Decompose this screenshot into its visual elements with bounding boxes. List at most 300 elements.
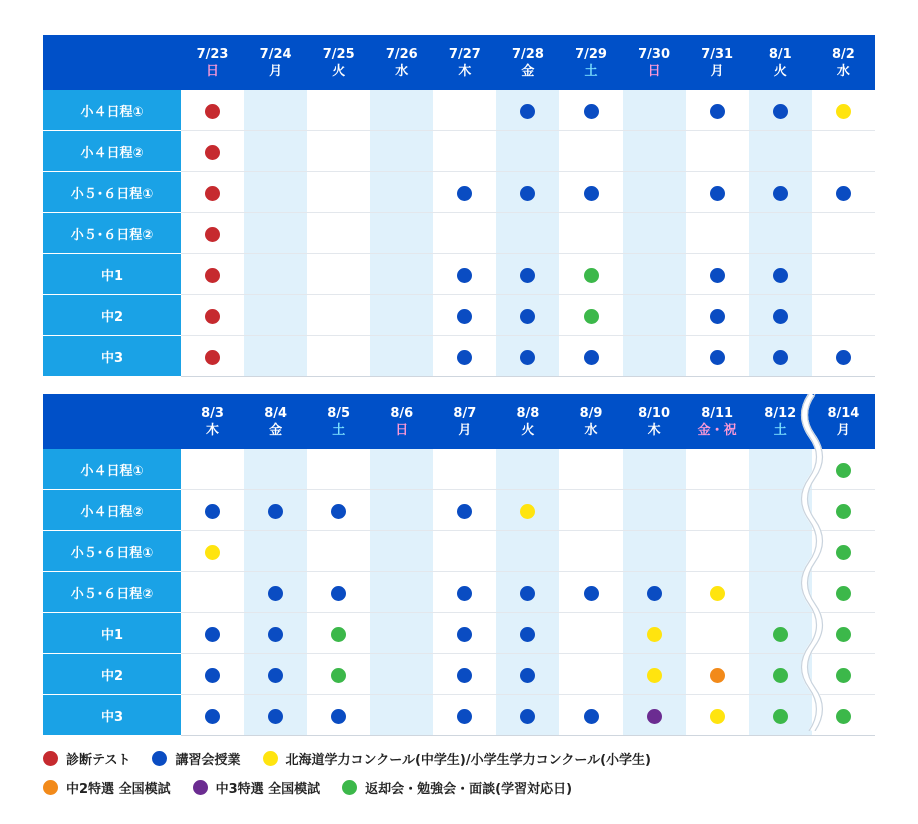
course-label: 中3 xyxy=(43,336,181,377)
blue-dot-marker xyxy=(836,350,851,365)
blue-dot-marker xyxy=(205,627,220,642)
schedule-cell xyxy=(686,531,749,572)
blue-dot-marker xyxy=(710,309,725,324)
schedule-cell xyxy=(181,654,244,695)
schedule-rows xyxy=(43,449,875,736)
course-label: 小４日程① xyxy=(43,449,181,490)
schedule-cell xyxy=(749,654,812,695)
schedule-cell xyxy=(749,336,812,377)
legend-label: 北海道学力コンクール(中学生)/小学生学力コンクール(小学生) xyxy=(285,753,651,768)
date-label: 7/26 xyxy=(385,46,418,62)
schedule-cell xyxy=(623,654,686,695)
table-row xyxy=(43,254,875,295)
schedule-cell xyxy=(623,695,686,736)
schedule-cell xyxy=(623,295,686,336)
schedule-cell xyxy=(244,695,307,736)
red-dot-marker xyxy=(205,227,220,242)
schedule-cell xyxy=(559,490,622,531)
date-header-cell xyxy=(559,394,622,449)
green-dot-marker xyxy=(331,627,346,642)
schedule-cell xyxy=(812,213,875,254)
blue-dot-marker xyxy=(520,350,535,365)
blue-dot-marker xyxy=(520,668,535,683)
schedule-cell xyxy=(623,572,686,613)
schedule-cell xyxy=(370,531,433,572)
blue-dot-marker xyxy=(584,709,599,724)
schedule-cell xyxy=(181,172,244,213)
schedule-cell xyxy=(623,254,686,295)
green-dot-marker xyxy=(584,268,599,283)
table-row xyxy=(43,613,875,654)
schedule-cell xyxy=(749,131,812,172)
schedule-cell xyxy=(181,336,244,377)
schedule-cell xyxy=(559,654,622,695)
legend-label: 講習会授業 xyxy=(175,753,241,768)
date-label: 8/3 xyxy=(201,405,224,421)
schedule-cell xyxy=(433,490,496,531)
blue-dot-marker xyxy=(584,586,599,601)
yellow-dot-marker xyxy=(205,545,220,560)
weekday-label: 月 xyxy=(269,63,283,79)
date-header-cell xyxy=(307,35,370,90)
legend-label: 診断テスト xyxy=(66,753,131,768)
schedule-cell xyxy=(307,695,370,736)
schedule-cell xyxy=(559,254,622,295)
blue-dot-marker xyxy=(773,309,788,324)
date-header-cell xyxy=(181,35,244,90)
schedule-cell xyxy=(244,531,307,572)
schedule-cell xyxy=(244,654,307,695)
schedule-cell xyxy=(686,572,749,613)
schedule-cell xyxy=(181,572,244,613)
schedule-cell xyxy=(812,695,875,736)
schedule-cell xyxy=(812,295,875,336)
red-dot-marker xyxy=(205,104,220,119)
schedule-cell xyxy=(812,131,875,172)
legend-item xyxy=(43,749,130,768)
schedule-cell xyxy=(623,131,686,172)
schedule-cell xyxy=(749,172,812,213)
blue-dot-marker xyxy=(520,627,535,642)
schedule-cell xyxy=(496,531,559,572)
red-dot-marker xyxy=(205,145,220,160)
schedule-cell xyxy=(812,654,875,695)
green-dot-icon xyxy=(342,780,357,795)
date-label: 7/29 xyxy=(575,46,607,62)
schedule-cell xyxy=(623,213,686,254)
schedule-cell xyxy=(433,531,496,572)
schedule-cell xyxy=(433,613,496,654)
schedule-cell xyxy=(433,213,496,254)
weekday-label: 月 xyxy=(836,422,850,438)
schedule-cell xyxy=(496,90,559,131)
schedule-cell xyxy=(623,490,686,531)
legend-item xyxy=(342,778,572,797)
date-header-cell xyxy=(496,35,559,90)
blue-dot-marker xyxy=(520,268,535,283)
schedule-cell xyxy=(181,90,244,131)
red-dot-marker xyxy=(205,186,220,201)
schedule-cell xyxy=(244,295,307,336)
schedule-cell xyxy=(812,531,875,572)
schedule-cell xyxy=(307,131,370,172)
blue-dot-marker xyxy=(268,586,283,601)
schedule-cell xyxy=(749,531,812,572)
schedule-cell xyxy=(749,572,812,613)
schedule-cell xyxy=(623,449,686,490)
blue-dot-icon xyxy=(152,751,167,766)
course-label: 小４日程① xyxy=(43,90,181,131)
schedule-cell xyxy=(433,172,496,213)
schedule-cell xyxy=(181,295,244,336)
schedule-cell xyxy=(433,295,496,336)
schedule-cell xyxy=(496,654,559,695)
course-label: 中3 xyxy=(43,695,181,736)
weekday-label: 火 xyxy=(773,63,787,79)
schedule-cell xyxy=(307,213,370,254)
blue-dot-marker xyxy=(520,186,535,201)
blue-dot-marker xyxy=(584,350,599,365)
schedule-cell xyxy=(812,336,875,377)
yellow-dot-marker xyxy=(520,504,535,519)
weekday-label: 月 xyxy=(458,422,472,438)
blue-dot-marker xyxy=(520,709,535,724)
blue-dot-marker xyxy=(457,309,472,324)
schedule-cell xyxy=(244,336,307,377)
course-label: 中1 xyxy=(43,613,181,654)
schedule-cell xyxy=(433,254,496,295)
table-row xyxy=(43,490,875,531)
legend-label: 中3特選 全国模試 xyxy=(215,782,321,797)
schedule-cell xyxy=(496,254,559,295)
weekday-label: 木 xyxy=(206,422,220,438)
legend-item xyxy=(263,749,651,768)
date-header-cell xyxy=(812,35,875,90)
date-label: 8/2 xyxy=(831,46,855,62)
blue-dot-marker xyxy=(710,268,725,283)
schedule-cell xyxy=(370,254,433,295)
schedule-cell xyxy=(559,213,622,254)
weekday-label: 日 xyxy=(395,422,409,438)
schedule-cell xyxy=(496,572,559,613)
date-header-cell xyxy=(749,35,812,90)
schedule-cell xyxy=(370,654,433,695)
schedule-cell xyxy=(244,172,307,213)
date-label: 8/14 xyxy=(827,405,860,421)
legend-label: 中2特選 全国模試 xyxy=(66,782,171,797)
table-row xyxy=(43,295,875,336)
legend-item xyxy=(43,778,171,797)
date-label: 8/10 xyxy=(638,405,671,421)
blue-dot-marker xyxy=(268,504,283,519)
schedule-cell xyxy=(686,90,749,131)
date-header-cell xyxy=(559,35,622,90)
weekday-label: 水 xyxy=(395,63,409,79)
table-row xyxy=(43,131,875,172)
orange-dot-marker xyxy=(710,668,725,683)
date-header-cell xyxy=(623,394,686,449)
schedule-cell xyxy=(433,654,496,695)
blue-dot-marker xyxy=(773,268,788,283)
green-dot-marker xyxy=(331,668,346,683)
weekday-label: 土 xyxy=(332,422,346,438)
schedule-cell xyxy=(812,613,875,654)
schedule-cell xyxy=(244,449,307,490)
schedule-cell xyxy=(370,172,433,213)
orange-dot-icon xyxy=(43,780,58,795)
schedule-cell xyxy=(749,90,812,131)
blue-dot-marker xyxy=(457,627,472,642)
schedule-cell xyxy=(559,336,622,377)
schedule-cell xyxy=(686,336,749,377)
schedule-cell xyxy=(749,613,812,654)
schedule-cell xyxy=(812,254,875,295)
date-label: 8/9 xyxy=(579,405,603,421)
schedule-cell xyxy=(244,254,307,295)
date-header-cell xyxy=(496,394,559,449)
schedule-cell xyxy=(749,254,812,295)
legend-row-2 xyxy=(43,778,594,797)
schedule-cell xyxy=(244,213,307,254)
schedule-cell xyxy=(749,295,812,336)
course-label: 小５･６日程② xyxy=(43,213,181,254)
schedule-cell xyxy=(307,613,370,654)
blue-dot-marker xyxy=(268,627,283,642)
course-label: 中2 xyxy=(43,654,181,695)
blue-dot-marker xyxy=(331,586,346,601)
schedule-table-july xyxy=(43,35,875,377)
schedule-cell xyxy=(686,613,749,654)
weekday-label: 土 xyxy=(773,422,787,438)
schedule-cell xyxy=(307,572,370,613)
date-label: 8/5 xyxy=(327,405,351,421)
schedule-cell xyxy=(686,254,749,295)
schedule-cell xyxy=(749,490,812,531)
table-row xyxy=(43,172,875,213)
schedule-cell xyxy=(370,295,433,336)
table-row xyxy=(43,449,875,490)
date-label: 7/31 xyxy=(701,46,734,62)
schedule-cell xyxy=(307,449,370,490)
table-row xyxy=(43,572,875,613)
schedule-cell xyxy=(370,336,433,377)
schedule-cell xyxy=(496,336,559,377)
schedule-cell xyxy=(559,90,622,131)
schedule-cell xyxy=(370,90,433,131)
schedule-cell xyxy=(496,490,559,531)
schedule-cell xyxy=(812,572,875,613)
blue-dot-marker xyxy=(773,350,788,365)
schedule-cell xyxy=(433,90,496,131)
date-label: 7/23 xyxy=(196,46,229,62)
schedule-cell xyxy=(496,695,559,736)
date-label: 8/11 xyxy=(701,405,734,421)
schedule-cell xyxy=(181,490,244,531)
schedule-cell xyxy=(623,172,686,213)
schedule-cell xyxy=(181,254,244,295)
course-label: 小５･６日程① xyxy=(43,172,181,213)
schedule-cell xyxy=(370,613,433,654)
weekday-label: 日 xyxy=(647,63,661,79)
date-label: 8/1 xyxy=(768,46,792,62)
schedule-cell xyxy=(244,131,307,172)
blue-dot-marker xyxy=(520,309,535,324)
red-dot-marker xyxy=(205,268,220,283)
schedule-cell xyxy=(181,213,244,254)
date-label: 7/27 xyxy=(448,46,481,62)
weekday-label: 水 xyxy=(584,422,598,438)
schedule-cell xyxy=(307,172,370,213)
schedule-cell xyxy=(370,695,433,736)
green-dot-marker xyxy=(773,627,788,642)
blue-dot-marker xyxy=(710,350,725,365)
table-row xyxy=(43,695,875,736)
schedule-cell xyxy=(433,695,496,736)
blue-dot-marker xyxy=(205,709,220,724)
legend-item xyxy=(152,749,240,768)
green-dot-marker xyxy=(773,709,788,724)
yellow-dot-marker xyxy=(647,668,662,683)
schedule-cell xyxy=(749,449,812,490)
schedule-cell xyxy=(559,449,622,490)
weekday-label: 金 xyxy=(521,63,535,79)
schedule-cell xyxy=(370,213,433,254)
schedule-cell xyxy=(496,295,559,336)
date-header-cell xyxy=(623,35,686,90)
schedule-cell xyxy=(623,90,686,131)
blue-dot-marker xyxy=(205,668,220,683)
date-label: 7/28 xyxy=(511,46,544,62)
schedule-cell xyxy=(307,654,370,695)
date-label: 8/8 xyxy=(516,405,540,421)
purple-dot-marker xyxy=(647,709,662,724)
schedule-cell xyxy=(433,572,496,613)
course-label: 中2 xyxy=(43,295,181,336)
blue-dot-marker xyxy=(331,504,346,519)
date-header-cell xyxy=(812,394,875,449)
date-header-cell xyxy=(244,35,307,90)
schedule-cell xyxy=(559,695,622,736)
weekday-label: 木 xyxy=(458,63,472,79)
green-dot-marker xyxy=(836,504,851,519)
schedule-cell xyxy=(749,695,812,736)
schedule-cell xyxy=(559,531,622,572)
schedule-cell xyxy=(749,213,812,254)
schedule-cell xyxy=(244,490,307,531)
weekday-label: 火 xyxy=(332,63,346,79)
course-label: 中1 xyxy=(43,254,181,295)
schedule-cell xyxy=(686,490,749,531)
yellow-dot-marker xyxy=(647,627,662,642)
schedule-cell xyxy=(244,613,307,654)
schedule-cell xyxy=(433,336,496,377)
blue-dot-marker xyxy=(205,504,220,519)
green-dot-marker xyxy=(836,586,851,601)
schedule-cell xyxy=(686,295,749,336)
schedule-cell xyxy=(686,449,749,490)
red-dot-marker xyxy=(205,309,220,324)
date-header-cell xyxy=(749,394,812,449)
schedule-cell xyxy=(370,490,433,531)
table-row xyxy=(43,90,875,131)
date-header-cell xyxy=(686,394,749,449)
weekday-label: 木 xyxy=(647,422,661,438)
blue-dot-marker xyxy=(647,586,662,601)
schedule-cell xyxy=(433,449,496,490)
blue-dot-marker xyxy=(520,586,535,601)
schedule-cell xyxy=(559,572,622,613)
red-dot-icon xyxy=(43,751,58,766)
date-header-cell xyxy=(370,394,433,449)
schedule-cell xyxy=(496,131,559,172)
date-label: 8/6 xyxy=(390,405,414,421)
green-dot-marker xyxy=(836,627,851,642)
header-corner xyxy=(43,394,181,449)
blue-dot-marker xyxy=(331,709,346,724)
weekday-label: 土 xyxy=(584,63,598,79)
schedule-cell xyxy=(496,613,559,654)
weekday-label: 日 xyxy=(206,63,220,79)
schedule-cell xyxy=(307,295,370,336)
schedule-cell xyxy=(181,613,244,654)
schedule-cell xyxy=(181,449,244,490)
date-label: 8/12 xyxy=(764,405,797,421)
table-row xyxy=(43,654,875,695)
green-dot-marker xyxy=(836,668,851,683)
weekday-label: 水 xyxy=(836,63,850,79)
weekday-label: 金 xyxy=(269,422,283,438)
schedule-cell xyxy=(181,695,244,736)
schedule-cell xyxy=(686,695,749,736)
green-dot-marker xyxy=(773,668,788,683)
date-header-cell xyxy=(244,394,307,449)
red-dot-marker xyxy=(205,350,220,365)
weekday-label: 金・祝 xyxy=(697,422,737,438)
schedule-cell xyxy=(623,613,686,654)
schedule-cell xyxy=(307,490,370,531)
purple-dot-icon xyxy=(193,780,208,795)
blue-dot-marker xyxy=(457,668,472,683)
schedule-cell xyxy=(812,172,875,213)
blue-dot-marker xyxy=(457,586,472,601)
date-header-cell xyxy=(370,35,433,90)
schedule-cell xyxy=(623,531,686,572)
schedule-cell xyxy=(244,572,307,613)
schedule-cell xyxy=(370,449,433,490)
schedule-cell xyxy=(812,90,875,131)
blue-dot-marker xyxy=(773,104,788,119)
course-label: 小５･６日程① xyxy=(43,531,181,572)
schedule-cell xyxy=(307,254,370,295)
schedule-cell xyxy=(181,131,244,172)
date-header-cell xyxy=(686,35,749,90)
schedule-cell xyxy=(686,131,749,172)
table-row xyxy=(43,531,875,572)
green-dot-marker xyxy=(584,309,599,324)
date-label: 8/4 xyxy=(264,405,288,421)
table-row xyxy=(43,213,875,254)
schedule-cell xyxy=(496,172,559,213)
blue-dot-marker xyxy=(836,186,851,201)
date-header-cell xyxy=(433,394,496,449)
weekday-label: 月 xyxy=(710,63,724,79)
schedule-cell xyxy=(496,449,559,490)
yellow-dot-marker xyxy=(710,709,725,724)
schedule-cell xyxy=(307,531,370,572)
schedule-cell xyxy=(307,336,370,377)
schedule-cell xyxy=(812,490,875,531)
schedule-table-august xyxy=(43,394,875,736)
